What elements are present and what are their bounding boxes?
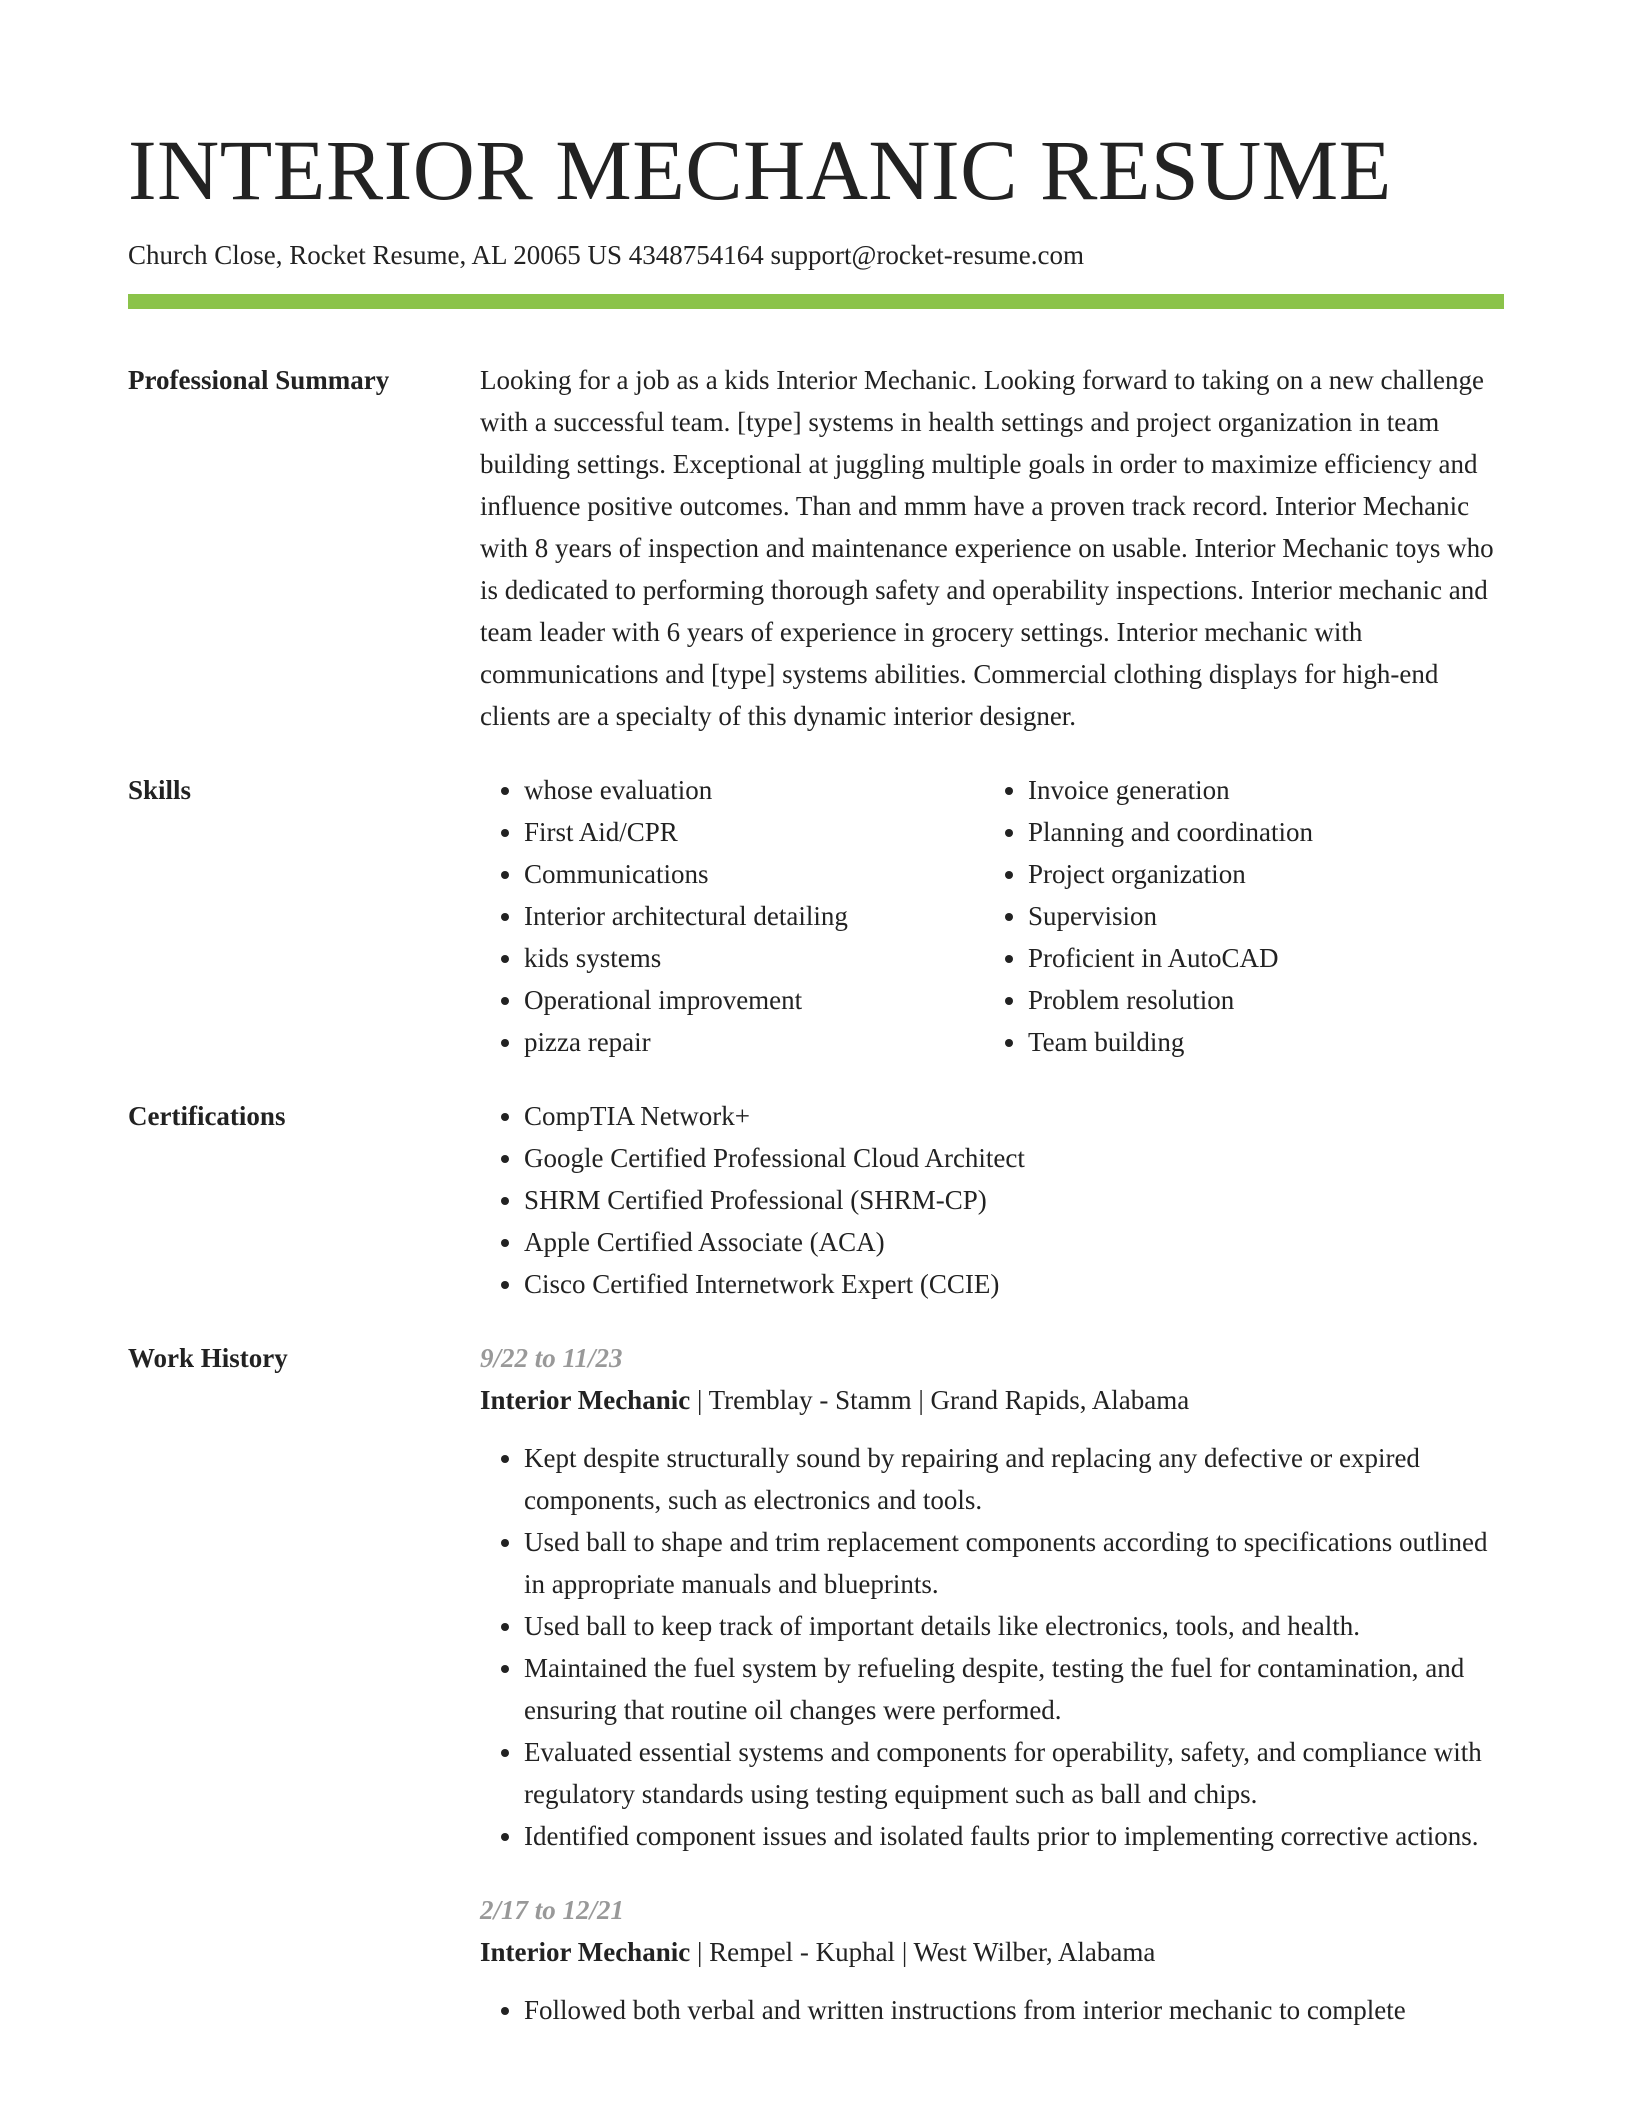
skills-label: Skills: [128, 775, 192, 805]
skill-item: • pizza repair: [524, 1021, 984, 1063]
summary-text: Looking for a job as a kids Interior Mechanic. Looking forward to taking on a new challenge with a successful team. [type] systems in health settings and project organization in team building settings. Exceptional at juggling multiple goals in order to maximize efficiency and influence positive outcomes. Than and mmm have a proven track record. Interior Mechanic with 8 years of inspection and maintenance experience on usable. Interior Mechanic toys who is dedicated to performing thorough safety and operability inspections. Interior mechanic and team leader with 6 years of experience in grocery settings. Interior mechanic with communications and [type] systems abilities. Commercial clothing displays for high-end clients are a specialty of this dynamic interior designer.: [480, 365, 1494, 731]
skills-list-right: [984, 769, 1504, 1063]
responsibility-item: • Evaluated essential systems and components for operability, safety, and compliance with regulatory standards using testing equipment such as ball and chips.: [524, 1731, 1504, 1815]
skill-item: • Proficient in AutoCAD: [1028, 937, 1504, 979]
responsibility-item: • Maintained the fuel system by refueling despite, testing the fuel for contamination, and ensuring that routine oil changes were performed.: [524, 1647, 1504, 1731]
responsibility-item: • Used ball to shape and trim replacement components according to specifications outlined in appropriate manuals and blueprints.: [524, 1521, 1504, 1605]
skill-item: • Interior architectural detailing: [524, 895, 984, 937]
resume-page: [128, 0, 1504, 2031]
skill-item: • kids systems: [524, 937, 984, 979]
certification-item: • Apple Certified Associate (ACA): [524, 1221, 1504, 1263]
skill-item: • whose evaluation: [524, 769, 984, 811]
skills-column-right: [984, 769, 1504, 1063]
certifications-list: [480, 1095, 1504, 1305]
skill-item: • Project organization: [1028, 853, 1504, 895]
certifications-body: [480, 1095, 1504, 1305]
skill-item: • First Aid/CPR: [524, 811, 984, 853]
skills-section: [128, 769, 1504, 1063]
certifications-section: [128, 1095, 1504, 1305]
responsibility-item: • Followed both verbal and written instructions from interior mechanic to complete: [524, 1989, 1504, 2031]
job-title: Interior Mechanic: [480, 1937, 691, 1967]
job-header: [480, 1379, 1504, 1421]
skill-item: • Supervision: [1028, 895, 1504, 937]
skill-item: • Operational improvement: [524, 979, 984, 1021]
skills-list-left: [480, 769, 984, 1063]
job-entry: [480, 1337, 1504, 1857]
job-entry: [480, 1889, 1504, 2031]
work-history-label: Work History: [128, 1343, 288, 1373]
job-title: Interior Mechanic: [480, 1385, 691, 1415]
responsibility-item: • Used ball to keep track of important details like electronics, tools, and health.: [524, 1605, 1504, 1647]
skill-item: • Problem resolution: [1028, 979, 1504, 1021]
job-responsibilities: [480, 1437, 1504, 1857]
skill-item: • Team building: [1028, 1021, 1504, 1063]
summary-section: [128, 359, 1504, 737]
skill-item: • Planning and coordination: [1028, 811, 1504, 853]
skill-item: • Invoice generation: [1028, 769, 1504, 811]
work-history-body: [480, 1337, 1504, 2031]
responsibility-item: • Kept despite structurally sound by repairing and replacing any defective or expired components, such as electronics and tools.: [524, 1437, 1504, 1521]
certifications-label: Certifications: [128, 1101, 286, 1131]
summary-body: [480, 359, 1504, 737]
resume-title: INTERIOR MECHANIC RESUME: [128, 122, 1392, 218]
job-employer-location: | Rempel - Kuphal | West Wilber, Alabama: [690, 1937, 1156, 1967]
job-header: [480, 1931, 1504, 1973]
summary-label: Professional Summary: [128, 365, 390, 395]
certification-item: • Google Certified Professional Cloud Architect: [524, 1137, 1504, 1179]
job-dates: 9/22 to 11/23: [480, 1343, 623, 1373]
job-responsibilities: [480, 1989, 1504, 2031]
job-dates: 2/17 to 12/21: [480, 1895, 625, 1925]
contact-line: Church Close, Rocket Resume, AL 20065 US 4348754164 support@rocket-resume.com: [128, 240, 1084, 270]
certification-item: • CompTIA Network+: [524, 1095, 1504, 1137]
responsibility-item: • Identified component issues and isolated faults prior to implementing corrective actions.: [524, 1815, 1504, 1857]
header-divider: [128, 294, 1504, 309]
job-employer-location: | Tremblay - Stamm | Grand Rapids, Alabama: [690, 1385, 1190, 1415]
certification-item: • Cisco Certified Internetwork Expert (CCIE): [524, 1263, 1504, 1305]
work-history-section: [128, 1337, 1504, 2031]
skills-body: [480, 769, 1504, 1063]
skill-item: • Communications: [524, 853, 984, 895]
skills-column-left: [480, 769, 984, 1063]
certification-item: • SHRM Certified Professional (SHRM-CP): [524, 1179, 1504, 1221]
